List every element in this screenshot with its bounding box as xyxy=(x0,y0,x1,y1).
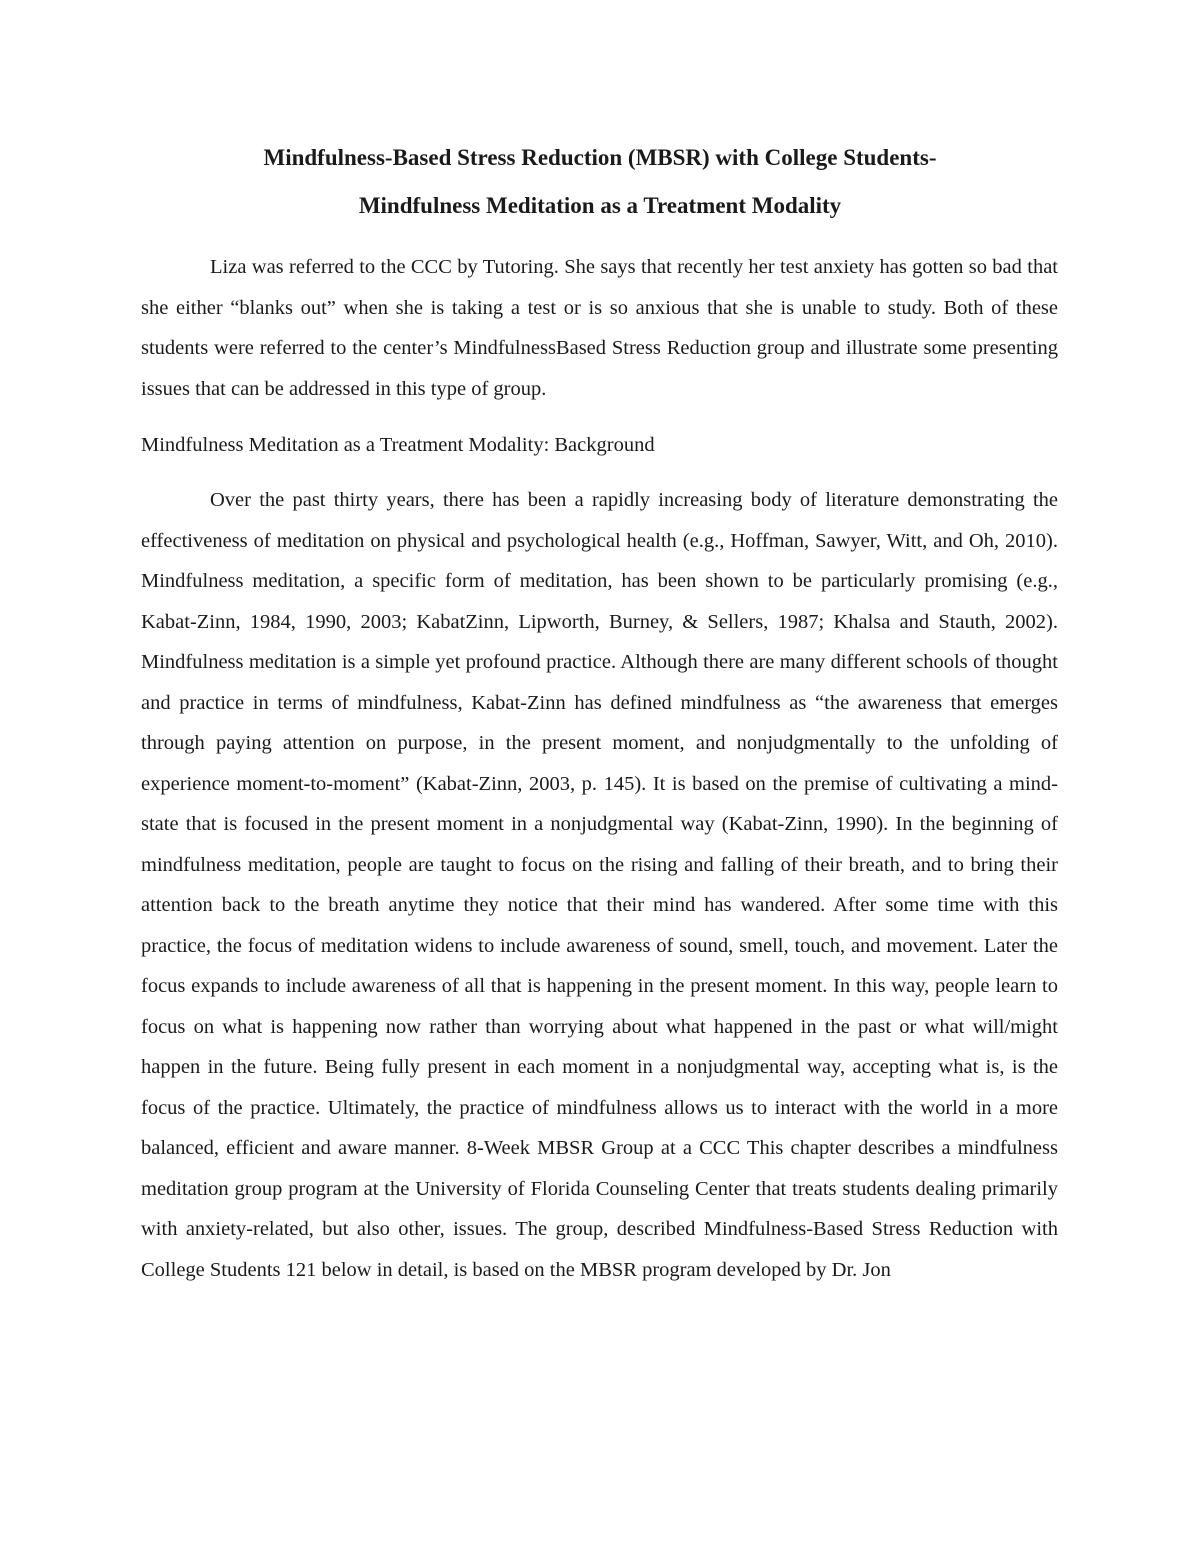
document-title xyxy=(140,134,1060,230)
title-line-1: Mindfulness-Based Stress Reduction (MBSR) with College Students- xyxy=(263,145,937,170)
section-heading: Mindfulness Meditation as a Treatment Modality: Background xyxy=(141,434,655,456)
title-line-2: Mindfulness Meditation as a Treatment Modality xyxy=(358,193,842,218)
paragraph-background: Over the past thirty years, there has been a rapidly increasing body of literature demonstrating the effectiveness of meditation on physical and psychological health (e.g., Hoffman, Sawyer, Witt, and Oh, 2010). Mindfulness meditation, a specific form of meditation, has been shown to be particularly promising (e.g., Kabat-Zinn, 1984, 1990, 2003; KabatZinn, Lipworth, Burney, & Sellers, 1987; Khalsa and Stauth, 2002). Mindfulness meditation is a simple yet profound practice. Although there are many different schools of thought and practice in terms of mindfulness, Kabat-Zinn has defined mindfulness as “the awareness that emerges through paying attention on purpose, in the present moment, and nonjudgmentally to the unfolding of experience moment-to-moment” (Kabat-Zinn, 2003, p. 145). It is based on the premise of cultivating a mind-state that is focused in the present moment in a nonjudgmental way (Kabat-Zinn, 1990). In the beginning of mindfulness meditation, people are taught to focus on the rising and falling of their breath, and to bring their attention back to the breath anytime they notice that their mind has wandered. After some time with this practice, the focus of meditation widens to include awareness of sound, smell, touch, and movement. Later the focus expands to include awareness of all that is happening in the present moment. In this way, people learn to focus on what is happening now rather than worrying about what happened in the past or what will/might happen in the future. Being fully present in each moment in a nonjudgmental way, accepting what is, is the focus of the practice. Ultimately, the practice of mindfulness allows us to interact with the world in a more balanced, efficient and aware manner. 8-Week MBSR Group at a CCC This chapter describes a mindfulness meditation group program at the University of Florida Counseling Center that treats students dealing primarily with anxiety-related, but also other, issues. The group, described Mindfulness-Based Stress Reduction with College Students 121 below in detail, is based on the MBSR program developed by Dr. Jon xyxy=(141,489,1058,1281)
paragraph-intro: Liza was referred to the CCC by Tutoring. She says that recently her test anxiety has gotten so bad that she either “blanks out” when she is taking a test or is so anxious that she is unable to study. Both of these students were referred to the center’s MindfulnessBased Stress Reduction group and illustrate some presenting issues that can be addressed in this type of group. xyxy=(141,256,1058,400)
